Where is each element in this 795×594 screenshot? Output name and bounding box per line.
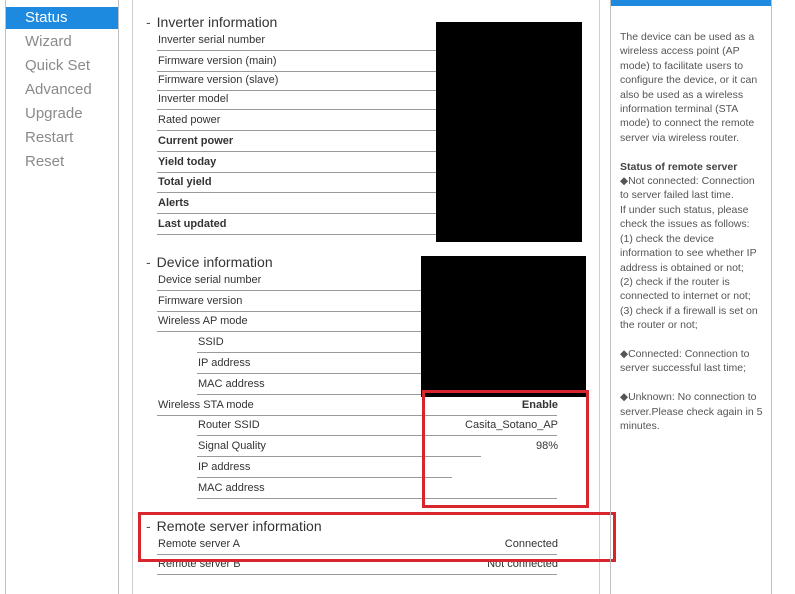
device-title: Device information: [156, 254, 273, 270]
help-header-bar: [611, 0, 771, 6]
help-text: [620, 30, 766, 433]
device-firmware-label: Firmware version: [158, 295, 243, 307]
inverter-title: Inverter information: [156, 14, 278, 30]
device-serial-label: Device serial number: [158, 274, 262, 286]
collapse-toggle-icon[interactable]: -: [146, 518, 151, 534]
help-connected: ◆Connected: Connection to server successful last time;: [620, 347, 750, 375]
highlight-box-sta: [422, 390, 589, 508]
signal-quality-label: Signal Quality: [198, 440, 266, 452]
inverter-model-label: Inverter model: [158, 93, 229, 105]
help-unknown: ◆Unknown: No connection to server.Please check again in 5 minutes.: [620, 391, 763, 432]
ap-ip-label: IP address: [198, 357, 251, 369]
nav-item-restart[interactable]: Restart: [25, 129, 74, 146]
last-updated-label: Last updated: [158, 218, 227, 230]
redacted-device-values: [421, 256, 586, 397]
help-check-3: (3) check if a firewall is set on the router or not;: [620, 304, 758, 332]
help-check-1: (1) check the device information to see whether IP address is obtained or not;: [620, 232, 757, 274]
inverter-serial-label: Inverter serial number: [158, 34, 265, 46]
remote-server-a-label: Remote server A: [158, 538, 240, 550]
nav-item-advanced[interactable]: Advanced: [25, 81, 92, 98]
sta-mode-value: Enable: [521, 399, 558, 411]
nav-item-wizard[interactable]: Wizard: [25, 33, 72, 50]
device-section-title: [146, 254, 273, 270]
remote-title: Remote server information: [156, 518, 322, 534]
signal-quality-value: 98%: [535, 440, 558, 452]
collapse-toggle-icon[interactable]: -: [146, 254, 151, 270]
help-intro: The device can be used as a wireless access point (AP mode) to facilitate users to configure the device, or it can also be used as a wireless information terminal (STA mode) to connect the remote server via wireless router.: [620, 31, 758, 144]
rated-power-label: Rated power: [158, 114, 221, 126]
help-check-2: (2) check if the router is connected to internet or not;: [620, 275, 751, 303]
sta-ip-label: IP address: [198, 461, 251, 473]
row-divider: [197, 477, 452, 478]
nav-item-status[interactable]: Status: [6, 7, 118, 29]
sta-mac-label: MAC address: [198, 482, 265, 494]
ap-mode-label: Wireless AP mode: [158, 315, 248, 327]
row-divider: [157, 574, 557, 575]
help-panel: [610, 0, 772, 594]
remote-server-b-label: Remote server B: [158, 558, 241, 570]
firmware-slave-label: Firmware version (slave): [158, 74, 279, 86]
firmware-main-label: Firmware version (main): [158, 55, 277, 67]
help-not-connected: ◆Not connected: Connection to server failed last time.: [620, 175, 755, 202]
remote-server-a-value: Connected: [504, 538, 558, 550]
inverter-section-title: [146, 14, 277, 30]
current-power-label: Current power: [158, 135, 234, 147]
ap-mac-label: MAC address: [198, 378, 265, 390]
total-yield-label: Total yield: [158, 176, 212, 188]
yield-today-label: Yield today: [158, 156, 217, 168]
router-ssid-value: Casita_Sotano_AP: [465, 419, 558, 431]
sidebar-nav: [5, 0, 119, 594]
collapse-toggle-icon[interactable]: -: [146, 14, 151, 30]
help-check-intro: If under such status, please check the issues as follows:: [620, 203, 750, 231]
nav-item-quick-set[interactable]: Quick Set: [25, 57, 91, 74]
alerts-label: Alerts: [158, 197, 190, 209]
sta-mode-label: Wireless STA mode: [158, 399, 254, 411]
nav-item-upgrade[interactable]: Upgrade: [25, 105, 83, 122]
remote-server-b-value: Not connected: [487, 558, 558, 570]
router-ssid-label: Router SSID: [198, 419, 260, 431]
redacted-inverter-values: [436, 22, 582, 242]
highlight-box-remote: [138, 512, 616, 562]
ap-ssid-label: SSID: [198, 336, 224, 348]
help-heading: Status of remote server: [620, 160, 738, 173]
nav-item-reset[interactable]: Reset: [25, 153, 65, 170]
